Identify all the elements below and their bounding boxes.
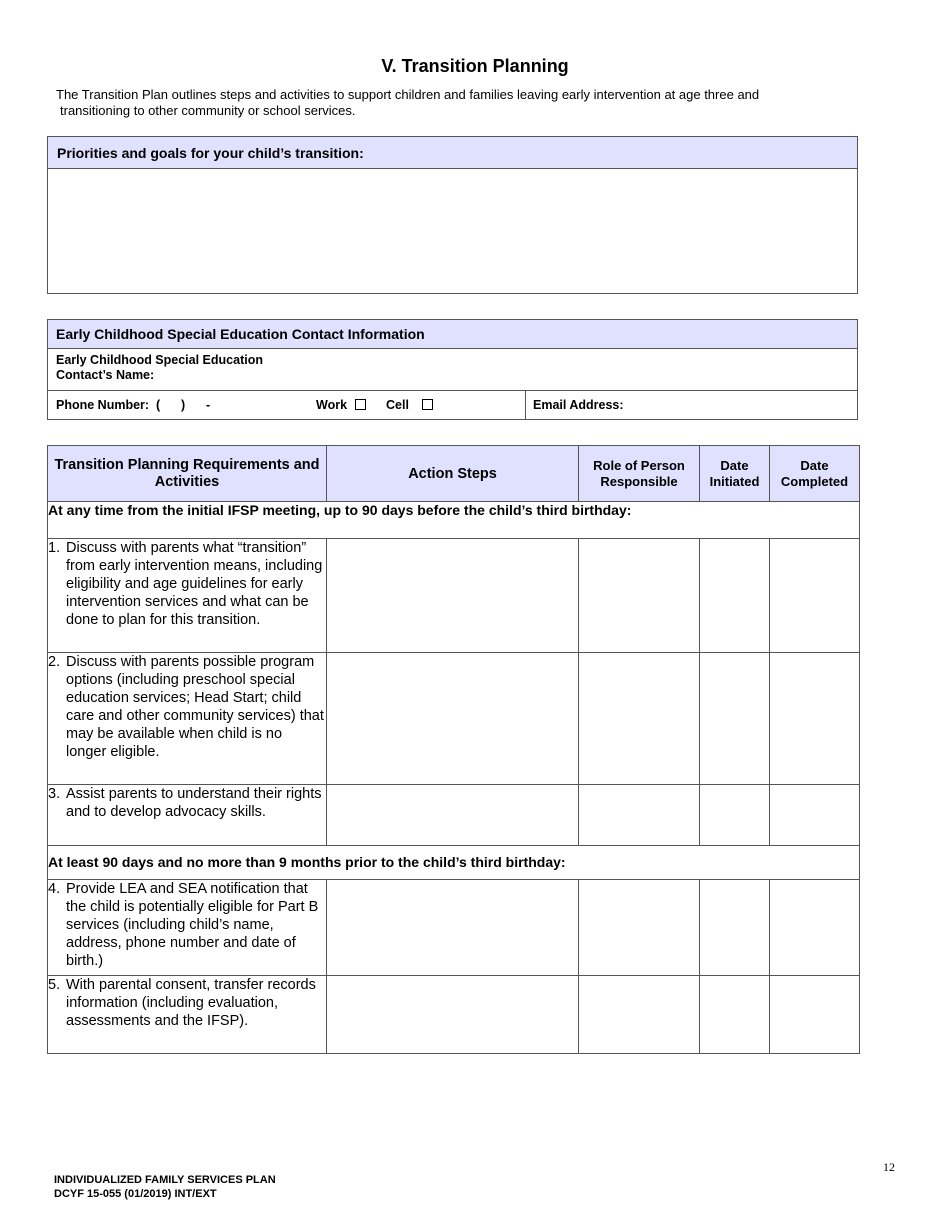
footer-line-2: DCYF 15-055 (01/2019) INT/EXT bbox=[54, 1188, 217, 1200]
page-title: V. Transition Planning bbox=[381, 56, 569, 76]
table-row bbox=[48, 539, 860, 653]
phone-label: Phone Number: ( ) - bbox=[56, 398, 211, 412]
action-steps-cell[interactable] bbox=[327, 976, 579, 1054]
item-number: 3. bbox=[48, 786, 61, 802]
activity-4 bbox=[48, 880, 327, 976]
section-row-2 bbox=[48, 846, 860, 880]
activity-3 bbox=[48, 785, 327, 846]
role-cell[interactable] bbox=[579, 539, 700, 653]
role-cell[interactable] bbox=[579, 880, 700, 976]
date-completed-cell[interactable] bbox=[770, 880, 860, 976]
page-number: 12 bbox=[883, 1160, 895, 1174]
cell-checkbox[interactable] bbox=[422, 399, 433, 410]
date-completed-cell[interactable] bbox=[770, 785, 860, 846]
item-text: Discuss with parents what “transition” from early intervention means, including eligibility and age guidelines for early intervention services and what can be done to plan for this transition. bbox=[66, 540, 323, 628]
date-initiated-cell[interactable] bbox=[700, 976, 770, 1054]
date-completed-cell[interactable] bbox=[770, 653, 860, 785]
form-footer bbox=[54, 1173, 276, 1201]
transition-planning-table bbox=[47, 445, 860, 1054]
action-steps-cell[interactable] bbox=[327, 880, 579, 976]
action-steps-cell[interactable] bbox=[327, 539, 579, 653]
date-initiated-cell[interactable] bbox=[700, 785, 770, 846]
work-checkbox[interactable] bbox=[355, 399, 366, 410]
item-text: Discuss with parents possible program options (including preschool special education services; Head Start; child care and other community services) that may be available when child is no longer eligible. bbox=[66, 654, 324, 760]
role-cell[interactable] bbox=[579, 976, 700, 1054]
table-row bbox=[48, 976, 860, 1054]
col-header-date-completed: Date Completed bbox=[770, 446, 860, 502]
intro-line-2: transitioning to other community or school services. bbox=[60, 103, 356, 118]
table-row bbox=[48, 653, 860, 785]
email-field[interactable] bbox=[526, 391, 857, 420]
intro-text bbox=[56, 87, 856, 119]
col-header-date-initiated: Date Initiated bbox=[700, 446, 770, 502]
item-text: Provide LEA and SEA notification that the child is potentially eligible for Part B services (including child’s name, address, phone number and date of birth.) bbox=[66, 881, 319, 969]
table-row bbox=[48, 880, 860, 976]
date-initiated-cell[interactable] bbox=[700, 539, 770, 653]
phone-number-field[interactable] bbox=[48, 391, 526, 420]
priorities-box bbox=[47, 136, 858, 294]
date-initiated-cell[interactable] bbox=[700, 653, 770, 785]
contact-name-field[interactable] bbox=[48, 349, 857, 391]
email-label: Email Address: bbox=[533, 398, 624, 412]
date-completed-cell[interactable] bbox=[770, 539, 860, 653]
table-row bbox=[48, 785, 860, 846]
col-header-action-steps: Action Steps bbox=[327, 446, 579, 502]
contact-name-label-1: Early Childhood Special Education bbox=[56, 353, 263, 367]
priorities-header: Priorities and goals for your child’s transition: bbox=[48, 137, 857, 169]
role-cell[interactable] bbox=[579, 785, 700, 846]
section-heading-1: At any time from the initial IFSP meeting, up to 90 days before the child’s third birthday: bbox=[48, 502, 860, 539]
date-initiated-cell[interactable] bbox=[700, 880, 770, 976]
work-label: Work bbox=[316, 398, 348, 412]
priorities-field[interactable] bbox=[48, 169, 861, 297]
contact-header: Early Childhood Special Education Contact Information bbox=[48, 320, 857, 349]
role-cell[interactable] bbox=[579, 653, 700, 785]
contact-info-box bbox=[47, 319, 858, 420]
item-number: 4. bbox=[48, 881, 61, 897]
action-steps-cell[interactable] bbox=[327, 785, 579, 846]
table-header-row bbox=[48, 446, 860, 502]
action-steps-cell[interactable] bbox=[327, 653, 579, 785]
section-row-1 bbox=[48, 502, 860, 539]
intro-line-1: The Transition Plan outlines steps and activities to support children and families leaving early intervention at age three and bbox=[56, 87, 760, 102]
activity-1 bbox=[48, 539, 327, 653]
col-header-requirements: Transition Planning Requirements and Activities bbox=[48, 446, 327, 502]
item-number: 5. bbox=[48, 977, 61, 993]
contact-name-label-2: Contact’s Name: bbox=[56, 368, 155, 382]
date-completed-cell[interactable] bbox=[770, 976, 860, 1054]
activity-2 bbox=[48, 653, 327, 785]
item-text: Assist parents to understand their rights and to develop advocacy skills. bbox=[66, 786, 322, 820]
col-header-role: Role of Person Responsible bbox=[579, 446, 700, 502]
section-heading-2: At least 90 days and no more than 9 months prior to the child’s third birthday: bbox=[48, 846, 860, 880]
cell-label: Cell bbox=[386, 398, 409, 412]
item-text: With parental consent, transfer records information (including evaluation, assessments and the IFSP). bbox=[66, 977, 316, 1029]
footer-line-1: INDIVIDUALIZED FAMILY SERVICES PLAN bbox=[54, 1174, 276, 1186]
activity-5 bbox=[48, 976, 327, 1054]
item-number: 2. bbox=[48, 654, 61, 670]
item-number: 1. bbox=[48, 540, 61, 556]
